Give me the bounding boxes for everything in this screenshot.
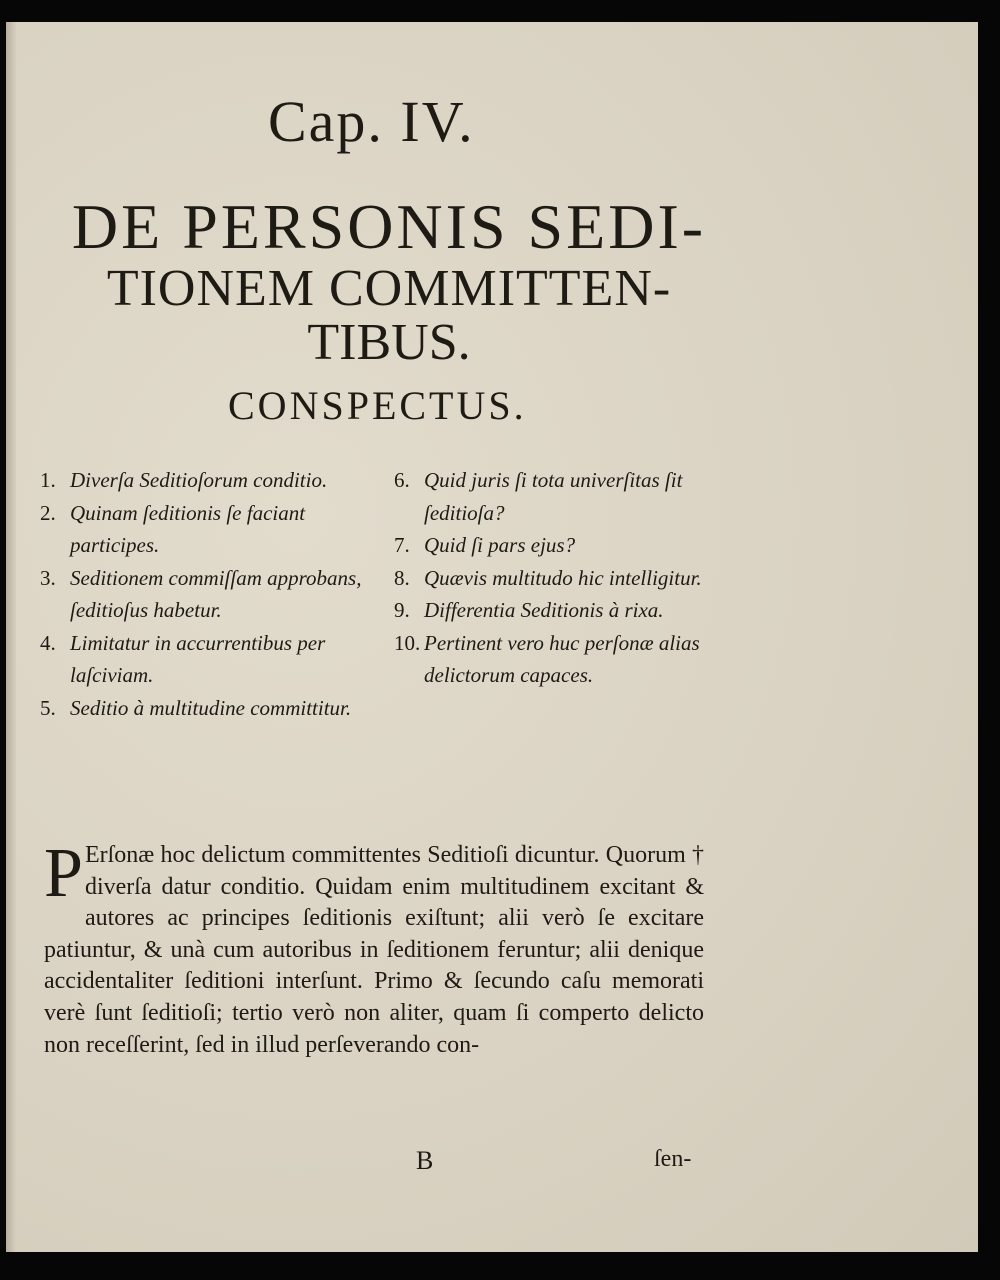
item-text: Limitatur in accurrentibus per laſciviam. [70, 630, 326, 687]
conspectus-heading: CONSPECTUS. [228, 383, 527, 428]
conspectus-right-column [394, 464, 724, 692]
item-number: 9. [394, 598, 410, 622]
item-text: Quævis multitudo hic intelligitur. [424, 565, 702, 590]
conspectus-item [40, 692, 380, 725]
item-number: 4. [40, 630, 56, 655]
chapter-title [44, 192, 734, 370]
conspectus-item [394, 529, 724, 562]
item-number: 8. [394, 565, 410, 590]
item-text: Quid ſi pars ejus? [424, 533, 576, 557]
body-text: Erſonæ hoc delictum committentes Seditioſi dicuntur. Quorum † diverſa datur conditio. Quidam enim multitudinem excitant & autores ac principes ſeditionis exiſtunt; alii verò ſe excitare patiuntur, & unà cum autoribus in ſeditionem feruntur; alii denique accidentaliter ſeditioni interſunt. Primo & ſecundo caſu memorati verè ſunt ſeditioſi; tertio verò non aliter, quam ſi comperto delicto non receſſerint, ſed in illud perſeverando con- [44, 842, 704, 1058]
catchword: ſen- [654, 1146, 692, 1172]
item-text: Diverſa Seditioſorum conditio. [70, 468, 328, 492]
body-paragraph [44, 835, 704, 1061]
item-number: 5. [40, 695, 56, 720]
item-text: Pertinent vero huc perſonæ alias delictorum capaces. [424, 630, 700, 687]
chapter-title-line: TIONEM COMMITTEN- [106, 260, 672, 317]
conspectus-left-column [40, 464, 380, 724]
conspectus-item [40, 464, 380, 497]
item-number: 10. [394, 630, 421, 655]
item-text: Differentia Seditionis à rixa. [424, 598, 664, 622]
item-text: Seditio à multitudine committitur. [70, 695, 352, 720]
conspectus-item [394, 594, 724, 627]
conspectus-item [394, 464, 724, 529]
page-edge-shadow [6, 22, 16, 1252]
chapter-title-line: TIBUS. [307, 314, 471, 371]
item-number: 1. [40, 468, 56, 492]
chapter-title-line: DE PERSONIS SEDI- [71, 191, 707, 262]
drop-cap: P [44, 835, 83, 912]
conspectus-item [394, 562, 724, 595]
conspectus-item [40, 627, 380, 692]
item-number: 7. [394, 533, 410, 557]
conspectus-item [394, 627, 724, 692]
item-number: 3. [40, 565, 56, 590]
item-number: 6. [394, 468, 410, 492]
item-number: 2. [40, 500, 56, 525]
chapter-heading: Cap. IV. [268, 89, 475, 154]
item-text: Seditionem commiſſam approbans, ſeditioſus habetur. [70, 565, 362, 622]
conspectus-item [40, 562, 380, 627]
conspectus-item [40, 497, 380, 562]
item-text: Quid juris ſi tota univerſitas ſit ſeditioſa? [424, 468, 683, 525]
signature-mark: B [416, 1146, 434, 1175]
book-page [6, 22, 978, 1252]
item-text: Quinam ſeditionis ſe faciant participes. [70, 500, 306, 557]
